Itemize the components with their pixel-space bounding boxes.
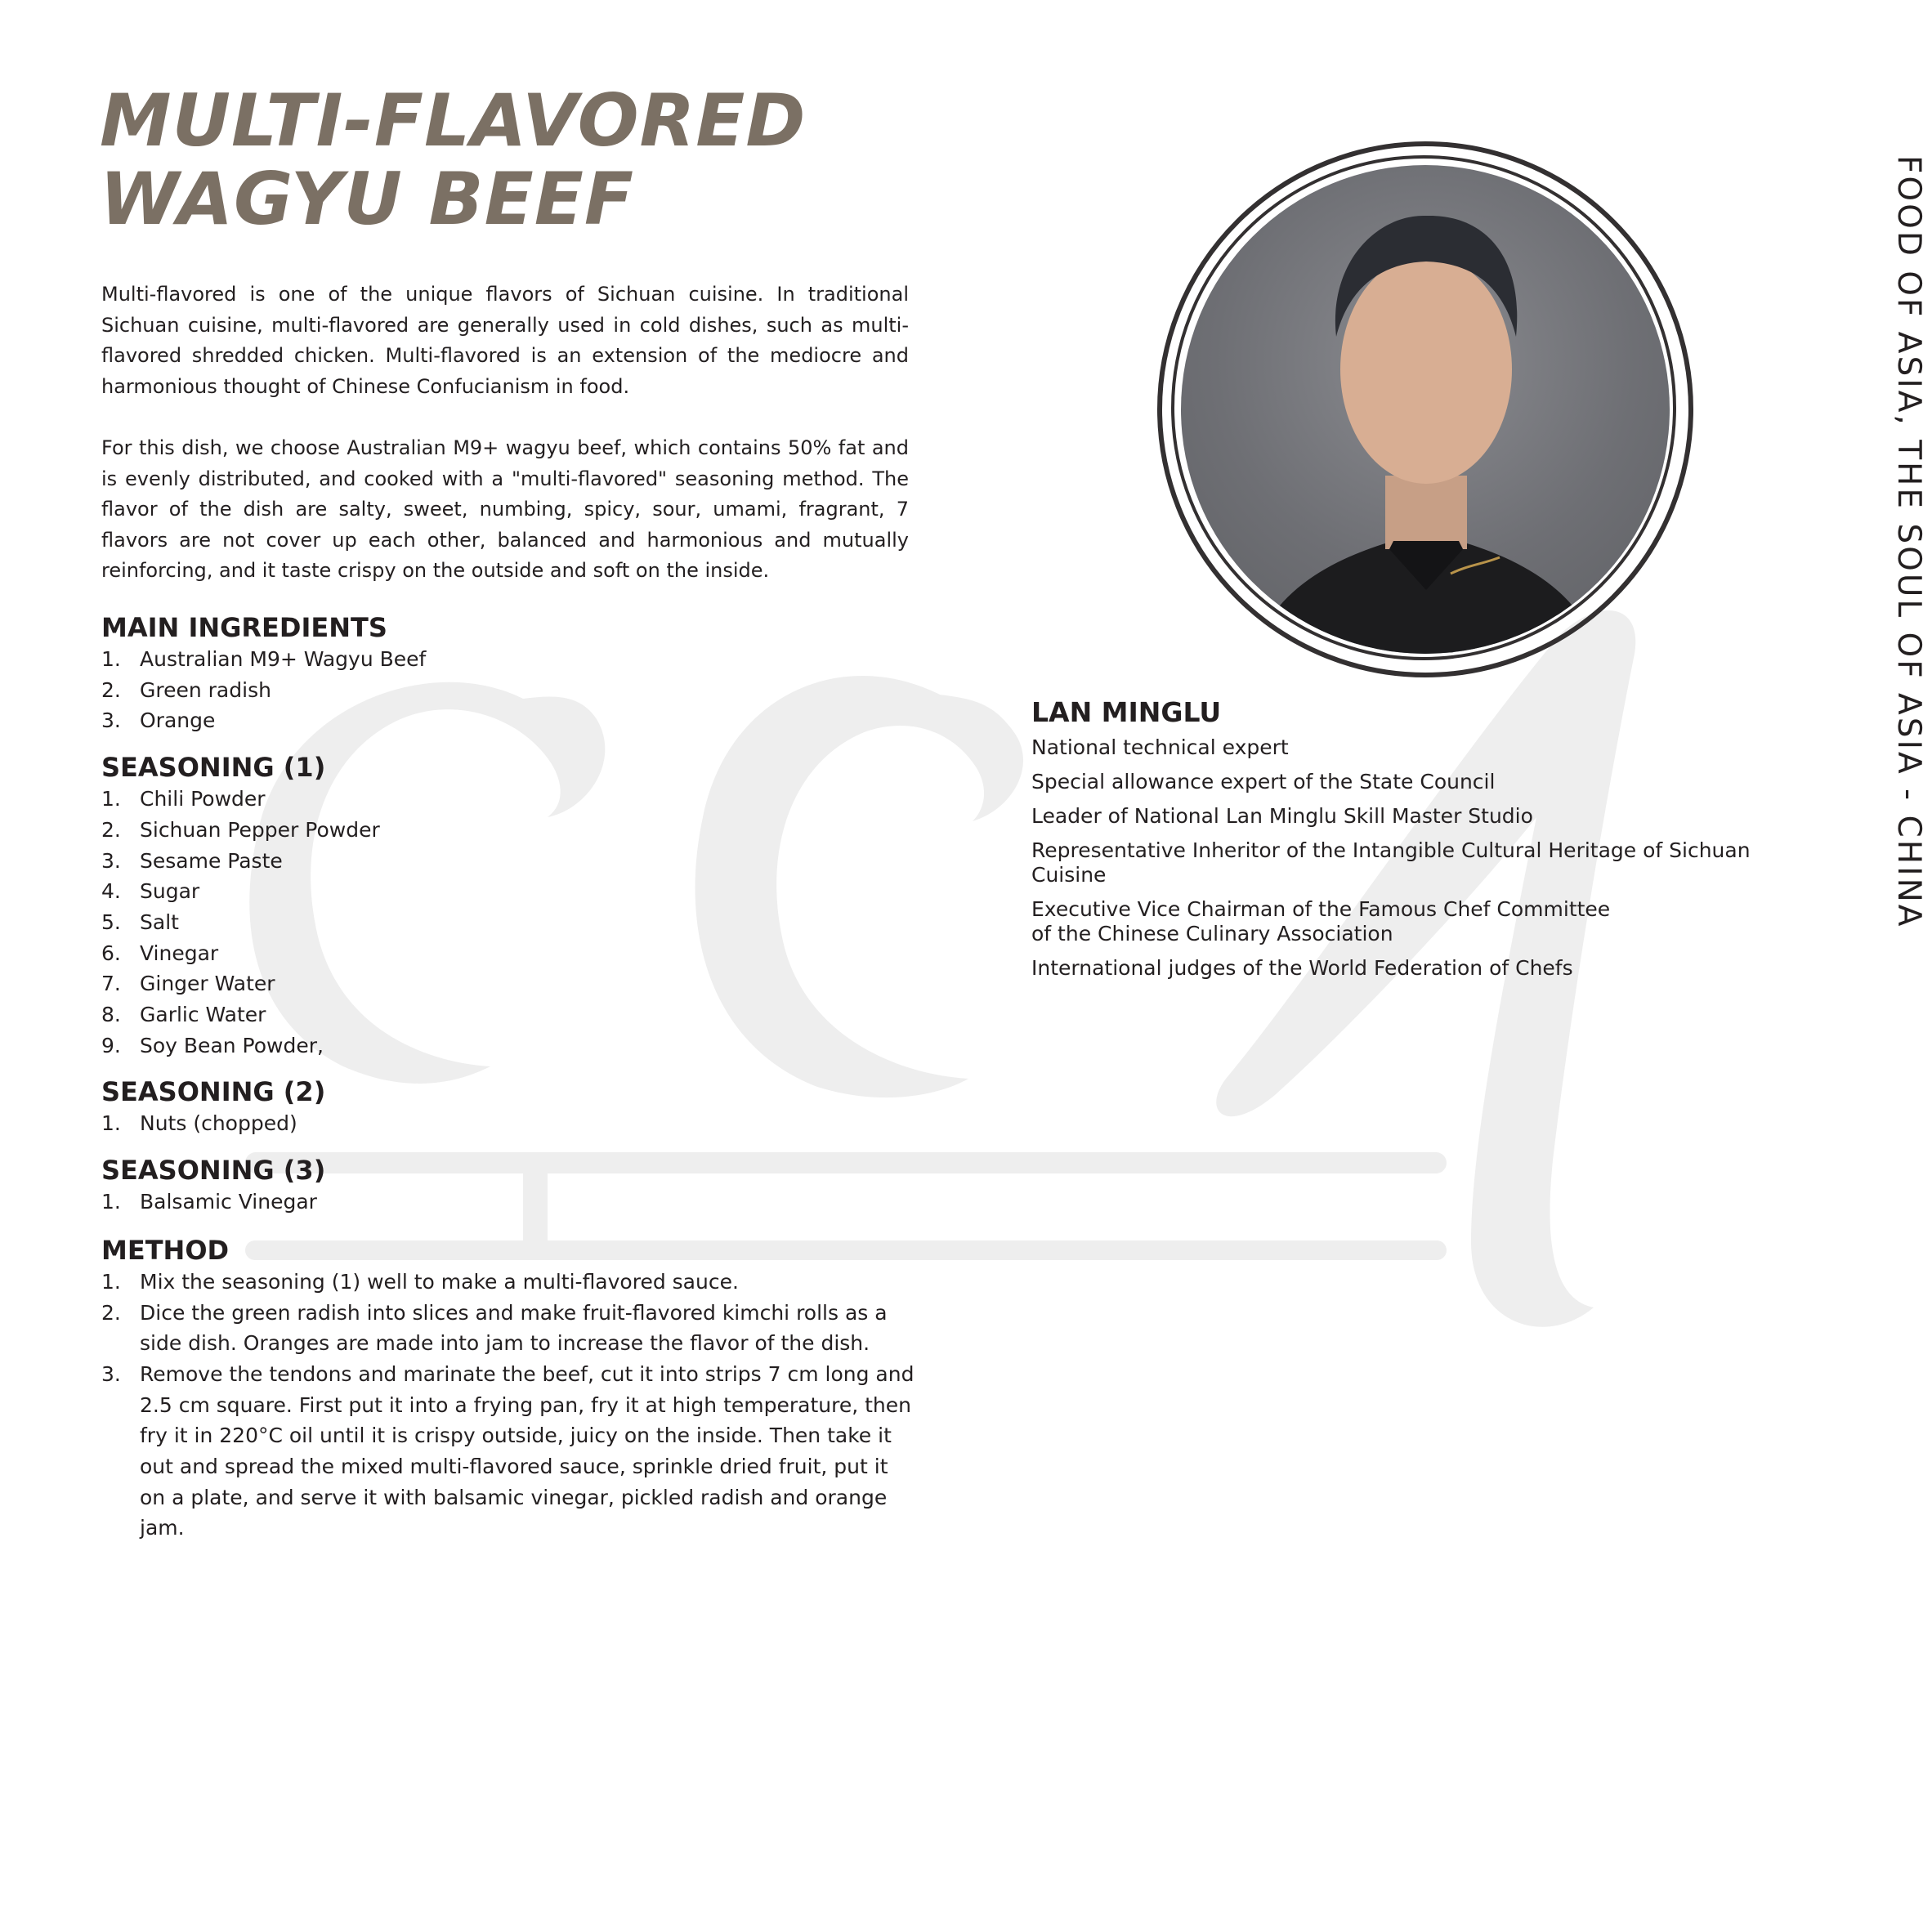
seasoning2-list: [101, 1108, 927, 1139]
list-item: 1. Nuts (chopped): [101, 1111, 297, 1136]
seasoning3-section: [101, 1154, 927, 1218]
main-ingredients-list: [101, 644, 927, 736]
seasoning1-section: [101, 751, 927, 1061]
section-heading: SEASONING (2): [101, 1076, 326, 1108]
list-item: 7. Ginger Water: [101, 972, 275, 996]
seasoning3-list: [101, 1187, 927, 1218]
list-item: 4. Sugar: [101, 879, 200, 904]
side-tagline-text: FOOD OF ASIA, THE SOUL OF ASIA - CHINA: [1890, 155, 1927, 929]
credential-item: Leader of National Lan Minglu Skill Master Studio: [1031, 804, 1533, 828]
recipe-intro: [101, 279, 909, 618]
method-list: [101, 1267, 919, 1544]
list-item: 1. Mix the seasoning (1) well to make a multi-flavored sauce.: [101, 1269, 739, 1294]
method-section: [101, 1234, 927, 1544]
list-item: 2. Sichuan Pepper Powder: [101, 817, 380, 842]
chef-info: [1031, 696, 1816, 990]
seasoning1-list: [101, 784, 927, 1061]
list-item: 3. Sesame Paste: [101, 848, 283, 873]
chef-photo: [1181, 165, 1670, 654]
credential-item: International judges of the World Federation of Chefs: [1031, 956, 1573, 980]
recipe-lists: [101, 611, 927, 1558]
credential-item: Special allowance expert of the State Council: [1031, 770, 1496, 793]
side-tagline: [1890, 155, 1929, 972]
intro-paragraph: Multi-flavored is one of the unique flavors of Sichuan cuisine. In traditional Sichuan cuisine, multi-flavored are generally used in cold dishes, such as multi-flavored shredded chicken. Multi-flavored is an extension of the mediocre and harmonious thought of Chinese Confucianism in food.: [101, 283, 909, 398]
credential-item: Executive Vice Chairman of the Famous Chef Committee of the Chinese Culinary Association: [1031, 897, 1611, 945]
list-item: 9. Soy Bean Powder,: [101, 1033, 324, 1057]
chef-silhouette: [1181, 165, 1670, 654]
list-item: 1. Australian M9+ Wagyu Beef: [101, 647, 427, 671]
recipe-title-line2: WAGYU BEEF: [100, 157, 634, 241]
list-item: 3. Remove the tendons and marinate the beef, cut it into strips 7 cm long and 2.5 cm square. First put it into a frying pan, fry it at high temperature, then fry it in 220°C oil until it is crispy outside, juicy on the inside. Then take it out and spread the mixed multi-flavored sauce, sprinkle dried fruit, put it on a plate, and serve it with balsamic vinegar, pickled radish and orange jam.: [101, 1361, 915, 1540]
list-item: 1. Chili Powder: [101, 787, 266, 811]
list-item: 1. Balsamic Vinegar: [101, 1190, 317, 1214]
list-item: 5. Salt: [101, 910, 179, 934]
list-item: 2. Green radish: [101, 677, 271, 702]
recipe-title: [100, 78, 835, 241]
section-heading: MAIN INGREDIENTS: [101, 612, 387, 643]
credential-item: National technical expert: [1031, 735, 1289, 759]
section-heading: SEASONING (3): [101, 1155, 326, 1187]
credential-item: Representative Inheritor of the Intangible Cultural Heritage of Sichuan Cuisine: [1031, 838, 1751, 887]
intro-paragraph: For this dish, we choose Australian M9+ wagyu beef, which contains 50% fat and is evenly distributed, and cooked with a "multi-flavored" seasoning method. The flavor of the dish are salty, sweet, numbing, spicy, sour, umami, fragrant, 7 flavors are not cover up each other, balanced and harmonious and mutually reinforcing, and it taste crispy on the outside and soft on the inside.: [101, 436, 909, 582]
list-item: 6. Vinegar: [101, 941, 219, 965]
chef-name: LAN MINGLU: [1031, 696, 1222, 728]
section-heading: METHOD: [101, 1234, 230, 1266]
chef-portrait: [1157, 141, 1693, 677]
list-item: 2. Dice the green radish into slices and make fruit-flavored kimchi rolls as a side dish. Oranges are made into jam to increase the flavor of the dish.: [101, 1300, 888, 1356]
list-item: 8. Garlic Water: [101, 1003, 266, 1027]
chef-credentials: [1031, 735, 1816, 981]
section-heading: SEASONING (1): [101, 752, 326, 784]
recipe-title-line1: MULTI-FLAVORED: [100, 78, 807, 163]
main-ingredients-section: [101, 611, 927, 736]
list-item: 3. Orange: [101, 708, 216, 733]
seasoning2-section: [101, 1075, 927, 1139]
